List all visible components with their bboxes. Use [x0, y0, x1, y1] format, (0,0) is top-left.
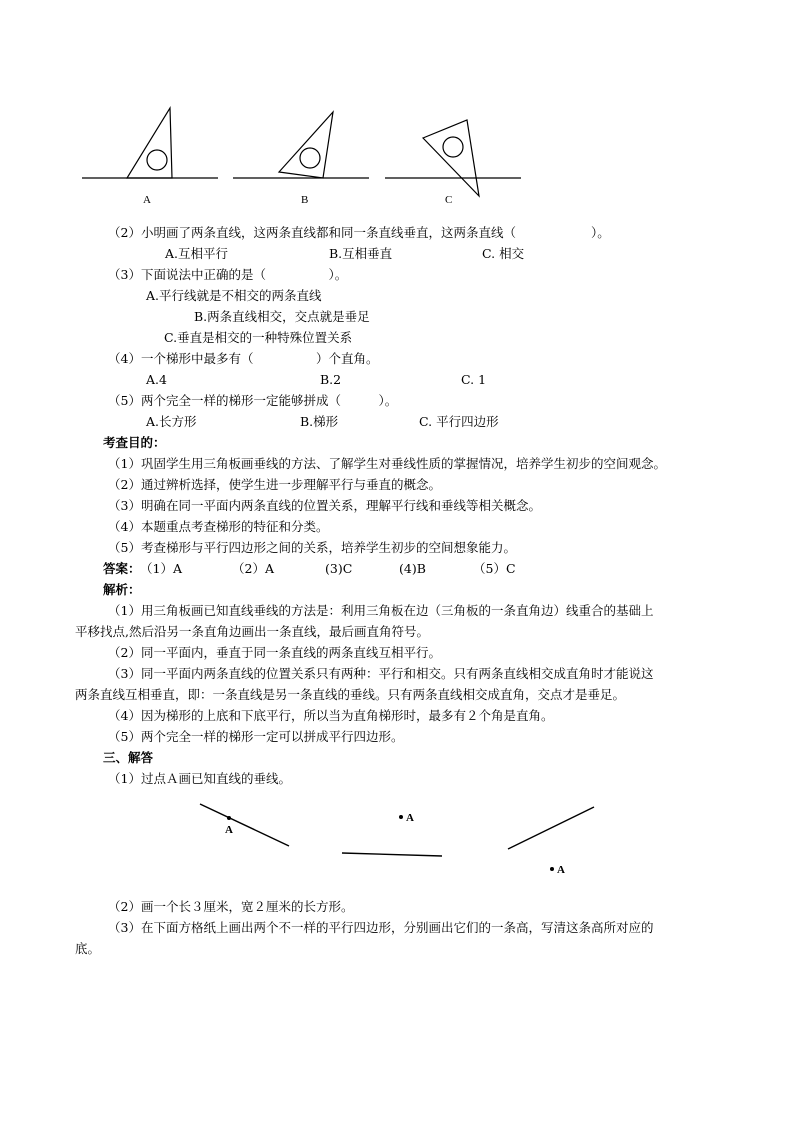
purpose-item-4: （4）本题重点考查梯形的特征和分类。: [108, 519, 329, 534]
answer-2: （2）A: [232, 561, 274, 576]
point-label-1: A: [225, 824, 233, 836]
q2-option-a: A.互相平行: [165, 246, 229, 261]
section-3-question-3-line-2: 底。: [75, 941, 101, 956]
q4-option-b: B.2: [320, 372, 342, 387]
figure-label-c: C: [445, 194, 453, 206]
perpendicular-figures: [0, 795, 793, 885]
triangle-ruler-figures: [0, 100, 793, 210]
section-3-question-2: （2）画一个长３厘米，宽２厘米的长方形。: [108, 899, 354, 914]
answers-heading: 答案：: [103, 561, 141, 576]
q2-option-b: B.互相垂直: [329, 246, 393, 261]
q3-option-a: A.平行线就是不相交的两条直线: [146, 288, 322, 303]
analysis-line-5: 两条直线互相垂直，即：一条直线是另一条直线的垂线。只有两条直线相交成直角，交点才是垂足。: [75, 687, 626, 702]
q2-option-c: C. 相交: [482, 246, 525, 261]
answer-4: (4)B: [399, 561, 426, 576]
purpose-heading: 考查目的：: [103, 435, 166, 450]
purpose-item-1: （1）巩固学生用三角板画垂线的方法、了解学生对垂线性质的掌握情况，培养学生初步的空间观念。: [108, 456, 666, 471]
analysis-line-1: （1）用三角板画已知直线垂线的方法是：利用三角板在边（三角板的一条直角边）线重合的基础上: [108, 603, 654, 618]
q3-option-c: C.垂直是相交的一种特殊位置关系: [164, 330, 353, 345]
answer-5: （5）C: [473, 561, 516, 576]
section-3-question-1: （1）过点Ａ画已知直线的垂线。: [108, 771, 291, 786]
point-label-3: A: [557, 864, 565, 876]
question-5: （5）两个完全一样的梯形一定能够拼成（ ）。: [108, 393, 398, 408]
figure-label-b: B: [301, 194, 309, 206]
q4-option-a: A.4: [146, 372, 167, 387]
analysis-line-3: （2）同一平面内，垂直于同一条直线的两条直线互相平行。: [108, 645, 441, 660]
q4-option-c: C. 1: [461, 372, 487, 387]
figure-label-a: A: [143, 194, 151, 206]
answer-3: (3)C: [325, 561, 353, 576]
point-label-2: A: [406, 812, 414, 824]
q3-option-b: B.两条直线相交，交点就是垂足: [194, 309, 370, 324]
question-4: （4）一个梯形中最多有（ ）个直角。: [108, 351, 379, 366]
analysis-line-7: （5）两个完全一样的梯形一定可以拼成平行四边形。: [108, 729, 404, 744]
q5-option-a: A.长方形: [146, 414, 197, 429]
purpose-item-3: （3）明确在同一平面内两条直线的位置关系，理解平行线和垂线等相关概念。: [108, 498, 541, 513]
section-3-question-3-line-1: （3）在下面方格纸上画出两个不一样的平行四边形，分别画出它们的一条高，写清这条高所对应的: [108, 920, 654, 935]
question-3: （3）下面说法中正确的是（ ）。: [108, 267, 348, 282]
question-2: （2）小明画了两条直线，这两条直线都和同一条直线垂直，这两条直线（ ）。: [108, 225, 610, 240]
analysis-line-4: （3）同一平面内两条直线的位置关系只有两种：平行和相交。只有两条直线相交成直角时才能说这: [108, 666, 654, 681]
q5-option-c: C. 平行四边形: [419, 414, 499, 429]
section-3-heading: 三、解答: [103, 750, 154, 765]
analysis-line-2: 平移找点,然后沿另一条直角边画出一条直线，最后画直角符号。: [75, 624, 429, 639]
purpose-item-5: （5）考查梯形与平行四边形之间的关系，培养学生初步的空间想象能力。: [108, 540, 516, 555]
answer-1: （1）A: [140, 561, 182, 576]
purpose-item-2: （2）通过辨析选择，使学生进一步理解平行与垂直的概念。: [108, 477, 441, 492]
q5-option-b: B.梯形: [300, 414, 339, 429]
analysis-line-6: （4）因为梯形的上底和下底平行，所以当为直角梯形时，最多有２个角是直角。: [108, 708, 554, 723]
analysis-heading: 解析：: [103, 582, 141, 597]
